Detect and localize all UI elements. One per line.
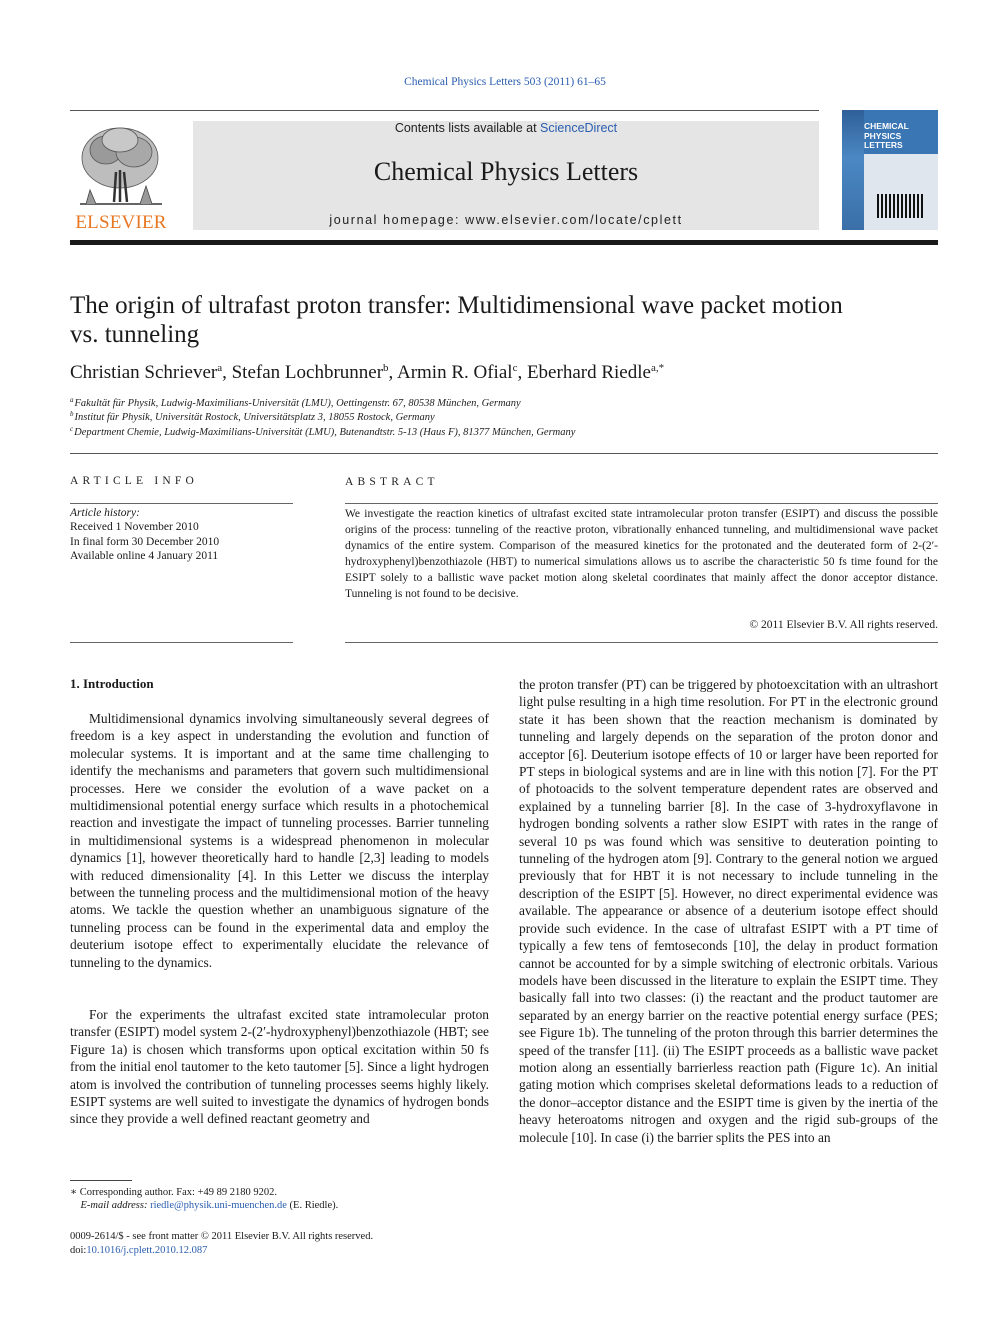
contents-line [193, 121, 819, 135]
journal-cover-image[interactable] [842, 110, 938, 230]
abstract-heading: ABSTRACT [345, 476, 439, 488]
affiliation [70, 396, 930, 409]
elsevier-tree-icon [70, 120, 172, 214]
affiliation-mark: b [70, 410, 74, 418]
author-affiliation-mark[interactable]: c [512, 362, 518, 374]
affiliation-mark: a [70, 396, 74, 404]
affiliation-text: Department Chemie, Ludwig-Maximilians-Universität (LMU), Butenandtstr. 5-13 (Haus F), 81377 München, Germany [74, 427, 576, 438]
cover-barcode-icon [877, 194, 923, 218]
section-heading: 1. Introduction [70, 676, 154, 691]
email-link[interactable]: riedle@physik.uni-muenchen.de [150, 1200, 287, 1211]
author-list: Christian Schriever$^a$, Stefan Lochbrunner$^b$, Armin R. Ofial$^c$, Eberhard Riedle$^{a,*}$ [70, 362, 665, 383]
received-date: Received 1 November 2010 [70, 521, 199, 533]
issn-line: 0009-2614/$ - see front matter © 2011 Elsevier B.V. All rights reserved. [70, 1231, 374, 1242]
paragraph: the proton transfer (PT) can be triggered by photoexcitation with an ultrashort light pulse resulting in a high time resolution. For PT in the electronic ground state it has been shown that the reaction mechanism is dominated by tunneling and largely depends on the separation of the proton donor and acceptor [6]. Deuterium isotope effects of 10 or larger have been reported for PT steps in biological systems and are in line with this notion [7]. For the PT of photoacids to the solvent temperature dependent rates are observed and explained by a tunneling barrier [8]. In the case of 3-hydroxyflavone in hydrogen bonding solvents a rather slow ESIPT with rates in the range of several 10 ps was found which was sensitive to deuteration pointing to tunneling of the hydrogen atom [9]. Contrary to the general notion we argued previously that for HBT it is not necessary to include tunneling in the description of the ESIPT [5]. However, no direct experimental evidence was available. The appearance or absence of a deuterium isotope effect should provide such evidence. In the case of ultrafast ESIPT with a PT time of typically a few tens of femtoseconds [10], the delay in product formation cannot be accounted for by a simple switching of electronic orbitals. Various models have been discussed in the literature to explain the ESIPT time. They basically fall into two classes: (i) the reactant and the product tautomer are separated by an energy barrier on the reactive potential energy surface (PES; see Figure 1b). The tunneling of the proton through this barrier determines the speed of the transfer [11]. (ii) The ESIPT proceeds as a ballistic wave packet motion along an essentially barrierless reaction path (Figure 1c). An initial gating motion which comprises skeletal deformations leads to a reduction of the donor–acceptor distance and the ESIPT time is given by the inertia of the heavy heteroatoms nitrogen and oxygen and the rigid sub-groups of the molecule [10]. In case (i) the barrier splits the PES into an [519, 677, 938, 1145]
author-affiliation-mark[interactable]: b [383, 362, 389, 374]
article-title: The origin of ultrafast proton transfer: Multidimensional wave packet motion vs. tunneling [70, 292, 843, 348]
divider [70, 453, 938, 454]
paragraph: Multidimensional dynamics involving simultaneously several degrees of freedom is a key aspect in understanding the evolution and function of molecular systems. It is important and at the same time challenging to identify the mechanisms and parameters that govern such multidimensional processes. Here we consider the evolution of a wave packet on a multidimensional potential energy surface which results in a photochemical reaction and investigate the impact of tunneling processes. Barrier tunneling in multidimensional systems is a widespread phenomenon in molecular dynamics [1], however theoretically hard to handle [2,3] leading to models with reduced dimensionality [4]. In this Letter we discuss the interplay between the tunneling process and the multidimensional motion of the heavy atoms. We tackle the question whether an unambiguous signature of the tunneling process can be found in the experimental data and employ the deuterium isotope effect to experimentally elucidate the relevance of tunneling to the dynamics. [70, 711, 489, 970]
corresponding-author-note: ∗ Corresponding author. Fax: +49 89 2180 9202. [70, 1187, 278, 1198]
doi-label: doi: [70, 1245, 87, 1256]
email-suffix: (E. Riedle). [286, 1200, 339, 1211]
affiliation-text: Institut für Physik, Universität Rostock, Universitätsplatz 3, 18055 Rostock, Germany [74, 412, 435, 423]
homepage-url-link[interactable]: www.elsevier.com/locate/cplett [465, 213, 683, 227]
affiliation-mark: c [70, 425, 74, 433]
author-name[interactable]: Stefan Lochbrunner [231, 362, 384, 383]
homepage-prefix: journal homepage: [329, 213, 466, 227]
contents-prefix: Contents lists available at [394, 121, 541, 135]
body-column-left [70, 710, 489, 971]
email-label: E-mail address: [80, 1200, 151, 1211]
journal-homepage [193, 213, 819, 227]
article-history-label: Article history: [70, 507, 140, 519]
author-affiliation-mark[interactable]: a,* [650, 362, 665, 374]
revised-date: In final form 30 December 2010 [70, 536, 220, 548]
paragraph: For the experiments the ultrafast excited state intramolecular proton transfer (ESIPT) model system 2-(2′-hydroxyphenyl)benzothiazole (HBT; see Figure 1a) is chosen which transforms upon optical excitation within 50 fs from the initial enol tautomer to the keto tautomer [5]. Since a light hydrogen atom is involved the contribution of tunneling processes seems highly likely. ESIPT systems are well suited to investigate the dynamics of hydrogen bonds since they provide a well defined reactant geometry and [70, 1007, 489, 1127]
elsevier-logo[interactable] [70, 120, 172, 234]
footnote-rule [70, 1180, 132, 1181]
divider [70, 503, 293, 504]
cover-panel [864, 154, 938, 230]
cover-strip [842, 110, 864, 230]
journal-title: Chemical Physics Letters [373, 157, 639, 186]
header-rule-top [70, 110, 819, 111]
cover-title: CHEMICAL PHYSICS LETTERS [864, 121, 909, 150]
journal-reference[interactable]: Chemical Physics Letters 503 (2011) 61–65 [404, 76, 606, 88]
elsevier-wordmark: ELSEVIER [75, 212, 167, 233]
email-note [70, 1200, 490, 1211]
doi-line [70, 1245, 207, 1256]
abstract-text: We investigate the reaction kinetics of ultrafast excited state intramolecular proton transfer (ESIPT) and discuss the possible origins of the process: tunneling of the reactive proton, vibrationally enhanced tunneling, and multidimensional wave packet dynamics of the entire system. Comparison of the measured kinetics for the protonated and the deuterated form of 2-(2′-hydroxyphenyl)benzothiazole (HBT) to numerical simulations allows us to ascribe the characteristic 50 fs time found for the ESIPT solely to a ballistic wave packet motion along skeletal coordinates that mainly affect the donor acceptor distance. Tunneling is not found to be decisive. [345, 508, 938, 600]
sciencedirect-link[interactable]: ScienceDirect [540, 121, 618, 135]
author-name[interactable]: Christian Schriever [70, 362, 218, 383]
affiliation [70, 425, 930, 438]
affiliation [70, 410, 930, 423]
article-info-heading: ARTICLE INFO [70, 475, 198, 487]
abstract-copyright: © 2011 Elsevier B.V. All rights reserved. [749, 619, 938, 631]
divider [345, 503, 938, 504]
author-name[interactable]: Armin R. Ofial [396, 362, 513, 383]
online-date: Available online 4 January 2011 [70, 550, 219, 562]
body-column-left-continued [70, 1006, 489, 1128]
header-rule-bottom [70, 240, 938, 245]
affiliation-text: Fakultät für Physik, Ludwig-Maximilians-Universität (LMU), Oettingenstr. 67, 80538 München, Germany [74, 398, 521, 409]
author-name[interactable]: Eberhard Riedle [526, 362, 651, 383]
divider [70, 642, 293, 643]
divider [345, 642, 938, 643]
doi-link[interactable]: 10.1016/j.cplett.2010.12.087 [86, 1245, 208, 1256]
author-affiliation-mark[interactable]: a [217, 362, 223, 374]
body-column-right [519, 676, 938, 1146]
